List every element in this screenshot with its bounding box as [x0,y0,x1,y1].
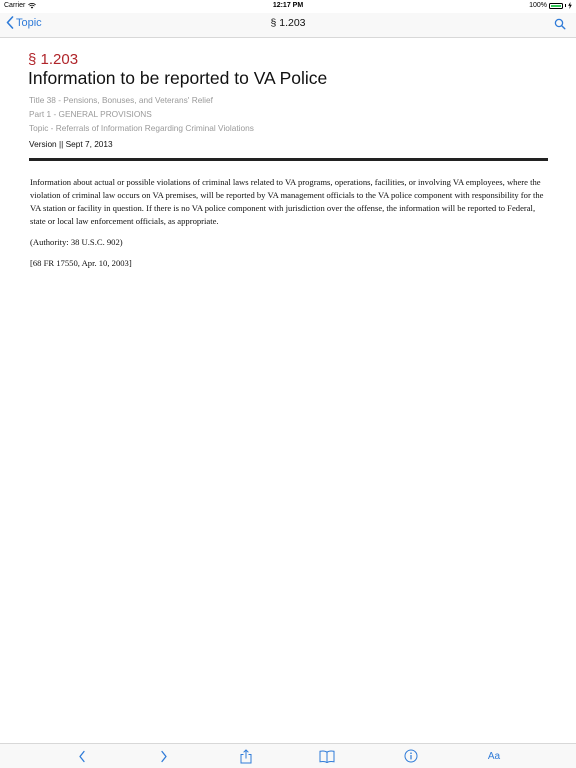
charging-bolt-icon [568,2,572,9]
topic-breadcrumb: Topic - Referrals of Information Regarding Criminal Violations [29,123,254,133]
version-label: Version || Sept 7, 2013 [29,139,113,149]
battery-cap [565,4,566,7]
nav-title: § 1.203 [270,17,306,29]
back-button-label: Topic [16,16,42,29]
carrier-label: Carrier [4,2,26,9]
citation-note: [68 FR 17550, Apr. 10, 2003] [30,258,132,268]
battery-percent: 100% [529,2,547,9]
section-number: § 1.203 [28,51,79,68]
battery-icon [549,3,563,9]
authority-note: (Authority: 38 U.S.C. 902) [30,237,123,247]
battery-fill [551,5,561,7]
next-section-button[interactable] [155,748,173,764]
status-time: 12:17 PM [272,2,304,9]
chevron-right-icon [160,750,168,763]
status-bar [0,0,576,13]
info-button[interactable] [402,748,420,764]
regulation-body [30,176,548,278]
status-right [529,2,572,9]
navigation-bar [0,13,576,38]
search-button[interactable] [554,17,566,35]
header-divider [29,158,548,161]
search-icon [554,18,566,30]
share-icon [240,749,252,764]
bottom-toolbar [0,743,576,768]
title-breadcrumb: Title 38 - Pensions, Bonuses, and Veterans' Relief [29,95,213,105]
book-icon [319,750,335,763]
page-title: Information to be reported to VA Police [28,68,328,88]
previous-section-button[interactable] [73,748,91,764]
share-button[interactable] [237,748,255,764]
body-paragraph: Information about actual or possible violations of criminal laws related to VA programs, operations, facilities, or involving VA employees, where the violation of criminal law occurs on VA premises, will be reported by VA management officials to the VA police component with responsibility for the VA station or facility in question. If there is no VA police component with jurisdiction over the offense, the information will be reported to Federal, state or local law enforcement officials, as appropriate. [30,177,544,226]
font-size-button[interactable]: Aa [487,750,501,762]
info-icon [404,749,418,763]
bookmarks-button[interactable] [318,748,336,764]
part-breadcrumb: Part 1 - GENERAL PROVISIONS [29,109,152,119]
chevron-left-icon [78,750,86,763]
